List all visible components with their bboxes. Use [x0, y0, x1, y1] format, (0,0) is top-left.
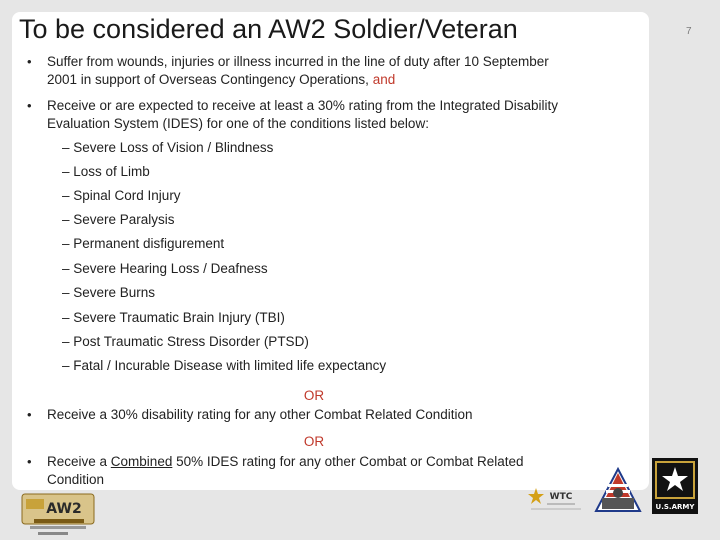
or-separator: OR: [303, 388, 325, 403]
bullet-2-line-1: Receive or are expected to receive at least a 30% rating from the Integrated Disability: [47, 98, 559, 113]
bullet-dot: •: [27, 54, 32, 69]
wtc-logo-text: WTC: [549, 492, 573, 502]
bullet-dot: •: [27, 98, 32, 113]
condition-item: – Severe Loss of Vision / Blindness: [62, 140, 274, 155]
bullet-1-and: and: [368, 72, 396, 87]
bullet-dot: •: [27, 407, 32, 422]
page-number: 7: [686, 26, 692, 37]
condition-item: – Loss of Limb: [62, 164, 150, 179]
bullet-3-line-1: Receive a 30% disability rating for any other Combat Related Condition: [47, 407, 473, 422]
aw2-logo: [20, 492, 96, 538]
condition-item: – Severe Paralysis: [62, 212, 175, 227]
us-army-logo-text: U.S.ARMY: [655, 503, 695, 511]
aw2-logo-text: AW2: [46, 501, 82, 517]
wounded-warrior-emblem: [594, 467, 642, 513]
bullet-4-line-1: [47, 453, 524, 471]
condition-item: – Post Traumatic Stress Disorder (PTSD): [62, 334, 309, 349]
bullet-4-combined: Combined: [110, 454, 173, 469]
wtc-logo: [527, 485, 585, 513]
condition-item: – Permanent disfigurement: [62, 236, 225, 251]
bullet-1-line-2: [47, 71, 395, 89]
bullet-1-line-2-text: 2001 in support of Overseas Contingency Operations,: [47, 72, 369, 87]
bullet-1-line-1: Suffer from wounds, injuries or illness incurred in the line of duty after 10 September: [47, 54, 549, 69]
bullet-4-line-2: Condition: [47, 472, 105, 487]
condition-item: – Severe Burns: [62, 285, 156, 300]
condition-item: – Spinal Cord Injury: [62, 188, 181, 203]
slide-title: To be considered an AW2 Soldier/Veteran: [19, 14, 518, 44]
condition-item: – Fatal / Incurable Disease with limited life expectancy: [62, 358, 387, 373]
condition-item: – Severe Traumatic Brain Injury (TBI): [62, 310, 285, 325]
condition-item: – Severe Hearing Loss / Deafness: [62, 261, 268, 276]
bullet-2-line-2: Evaluation System (IDES) for one of the conditions listed below:: [47, 116, 429, 131]
bullet-dot: •: [27, 454, 32, 469]
us-army-logo: [652, 458, 698, 514]
bullet-4-text-a: Receive a: [47, 454, 111, 469]
bullet-4-text-b: 50% IDES rating for any other Combat or Combat Related: [172, 454, 524, 469]
or-separator: OR: [303, 434, 325, 449]
